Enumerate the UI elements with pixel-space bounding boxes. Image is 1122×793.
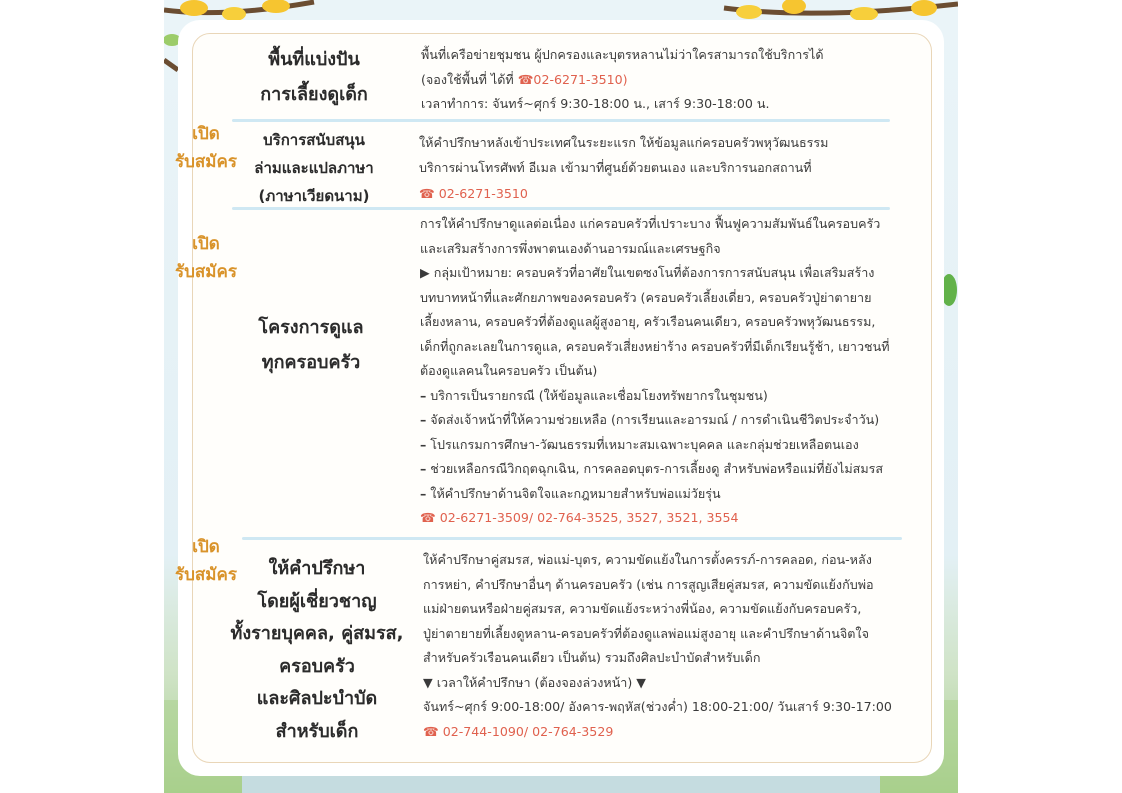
title-line: และศิลปะบำบัด <box>256 688 378 709</box>
section-title-counseling <box>222 553 412 748</box>
bullet-text: ให้คำปรึกษาด้านจิตใจและกฎหมายสำหรับพ่อแม่วัยรุ่น <box>430 485 721 501</box>
open-tag-line1: เปิด <box>192 537 220 557</box>
desc-line: การหย่า, คำปรึกษาอื่นๆ ด้านครอบครัว (เช่น การสูญเสียคู่สมรส, ความขัดแย้งกับพ่อ <box>423 576 874 592</box>
desc-line: แม่ฝ่ายตนหรือฝ่ายคู่สมรส, ความขัดแย้งระหว่างพี่น้อง, ความขัดแย้งกับครอบครัว, <box>423 601 862 616</box>
open-enrollment-tag <box>166 230 246 286</box>
desc-line: ▶ กลุ่มเป้าหมาย: ครอบครัวที่อาศัยในเขตซงโนที่ต้องการการสนับสนุน เพื่อเสริมสร้าง <box>420 265 875 280</box>
title-line: ให้คำปรึกษา <box>268 558 366 579</box>
bullet-text: โปรแกรมการศึกษา-วัฒนธรรมที่เหมาะสมเฉพาะบุคคล และกลุ่มช่วยเหลือตนเอง <box>430 436 859 452</box>
desc-line: และเสริมสร้างการพึ่งพาตนเองด้านอารมณ์และเศรษฐกิจ <box>420 240 721 256</box>
dash-icon: – <box>420 412 427 427</box>
open-tag-line2: รับสมัคร <box>174 152 237 172</box>
desc-line: ให้คำปรึกษาคู่สมรส, พ่อแม่-บุตร, ความขัดแย้งในการตั้งครรภ์-การคลอด, ก่อน-หลัง <box>423 552 872 567</box>
bullet-text: บริการเป็นรายกรณี (ให้ข้อมูลและเชื่อมโยงทรัพยากรในชุมชน) <box>430 387 768 403</box>
desc-line <box>421 68 824 93</box>
phone-number: ☎ 02-744-1090/ 02-764-3529 <box>423 723 614 739</box>
title-line: (ภาษาเวียดนาม) <box>258 187 370 205</box>
section-desc-family-care <box>420 212 890 531</box>
title-line: โดยผู้เชี่ยวชาญ <box>257 590 377 612</box>
desc-line: สำหรับครัวเรือนคนเดียว เป็นต้น) รวมถึงศิลปะบำบัดสำหรับเด็ก <box>423 650 761 665</box>
section-desc-sharing-space <box>421 43 824 117</box>
open-enrollment-tag <box>166 120 246 176</box>
section-title-sharing-space <box>236 42 392 112</box>
desc-line: ▼ เวลาให้คำปรึกษา (ต้องจองล่วงหน้า) ▼ <box>423 674 646 690</box>
title-line: โครงการดูแล <box>258 317 364 338</box>
desc-line: การให้คำปรึกษาดูแลต่อเนื่อง แก่ครอบครัวที่เปราะบาง ฟื้นฟูความสัมพันธ์ในครอบครัว <box>420 216 881 231</box>
desc-line: พื้นที่เครือข่ายชุมชน ผู้ปกครองและบุตรหลานไม่ว่าใครสามารถใช้บริการได้ <box>421 47 824 62</box>
dash-icon: – <box>420 436 427 452</box>
bullet-item <box>420 384 890 409</box>
desc-text: (จองใช้พื้นที่ ได้ที่ <box>421 71 518 87</box>
dash-icon: – <box>420 461 427 476</box>
phone-number: ☎ 02-6271-3509/ 02-764-3525, 3527, 3521, 3554 <box>420 510 739 525</box>
title-line: ครอบครัว <box>279 655 355 677</box>
open-tag-line2: รับสมัคร <box>174 262 237 282</box>
dash-icon: – <box>420 387 427 403</box>
desc-line: ปู่ย่าตายายที่เลี้ยงดูหลาน-ครอบครัวที่ต้องดูแลพ่อแม่สูงอายุ และคำปรึกษาด้านจิตใจ <box>423 625 869 641</box>
title-line: พื้นที่แบ่งปัน <box>268 49 360 70</box>
bullet-text: จัดส่งเจ้าหน้าที่ให้ความช่วยเหลือ (การเรียนและอารมณ์ / การดำเนินชีวิตประจำวัน) <box>430 412 880 427</box>
title-line: ทุกครอบครัว <box>261 352 361 373</box>
section-desc-interpretation <box>419 131 829 207</box>
bullet-item <box>420 408 890 433</box>
desc-line: เด็กที่ถูกละเลยในการดูแล, ครอบครัวเสี่ยงหย่าร้าง ครอบครัวที่มีเด็กเรียนรู้ช้า, เยาวชนที่ <box>420 338 890 354</box>
desc-line: ต้องดูแลคนในครอบครัว เป็นต้น) <box>420 363 598 378</box>
title-line: ล่ามและแปลภาษา <box>254 159 374 177</box>
dash-icon: – <box>420 485 427 501</box>
section-desc-counseling <box>423 548 892 744</box>
bullet-item <box>420 433 890 458</box>
bullet-item <box>420 482 890 507</box>
bullet-text: ช่วยเหลือกรณีวิกฤตฉุกเฉิน, การคลอดบุตร-การเลี้ยงดู สำหรับพ่อหรือแม่ที่ยังไม่สมรส <box>430 461 884 476</box>
phone-number: ☎02-6271-3510) <box>517 71 628 87</box>
desc-line: บริการผ่านโทรศัพท์ อีเมล เข้ามาที่ศูนย์ด้วยตนเอง และบริการนอกสถานที่ <box>419 159 812 175</box>
open-tag-line1: เปิด <box>192 234 220 254</box>
title-line: บริการสนับสนุน <box>263 131 365 149</box>
desc-line: จันทร์~ศุกร์ 9:00-18:00/ อังคาร-พฤหัส(ช่วงค่ำ) 18:00-21:00/ วันเสาร์ 9:30-17:00 <box>423 699 892 714</box>
desc-line: บทบาทหน้าที่และศักยภาพของครอบครัว (ครอบครัวเลี้ยงเดี่ยว, ครอบครัวปู่ย่าตายาย <box>420 289 872 305</box>
section-title-interpretation <box>236 126 392 210</box>
desc-line: เลี้ยงหลาน, ครอบครัวที่ต้องดูแลผู้สูงอายุ, ครัวเรือนคนเดียว, ครอบครัวพหุวัฒนธรรม, <box>420 314 876 329</box>
section-title-family-care <box>236 310 386 380</box>
phone-number: ☎ 02-6271-3510 <box>419 186 528 201</box>
open-tag-line2: รับสมัคร <box>174 565 237 585</box>
title-line: การเลี้ยงดูเด็ก <box>260 84 368 105</box>
open-tag-line1: เปิด <box>192 124 220 144</box>
title-line: ทั้งรายบุคคล, คู่สมรส, <box>230 623 404 644</box>
desc-line: ให้คำปรึกษาหลังเข้าประเทศในระยะแรก ให้ข้อมูลแก่ครอบครัวพหุวัฒนธรรม <box>419 135 829 150</box>
section-divider <box>242 537 902 540</box>
section-divider <box>232 119 890 122</box>
desc-line: เวลาทำการ: จันทร์~ศุกร์ 9:30-18:00 น., เสาร์ 9:30-18:00 น. <box>421 96 770 111</box>
title-line: สำหรับเด็ก <box>275 720 359 742</box>
bullet-item <box>420 457 890 482</box>
